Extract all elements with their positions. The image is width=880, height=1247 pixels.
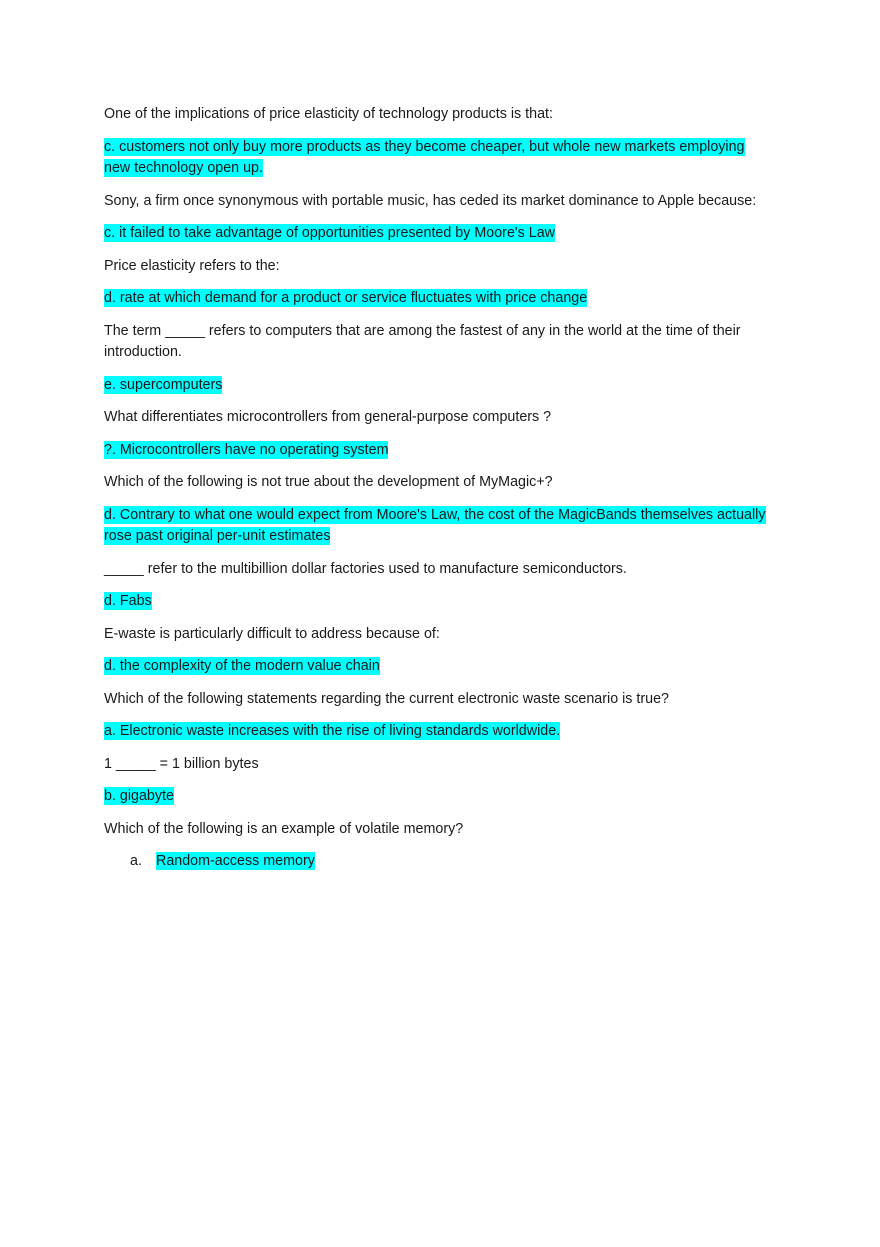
answer-8-highlight: d. the complexity of the modern value chain [104,658,380,674]
answer-4 [104,375,772,397]
answer-1-highlight: c. customers not only buy more products as they become cheaper, but whole new markets employing new technology open up. [104,138,745,176]
question-6: Which of the following is not true about the development of MyMagic+? [104,474,553,490]
answer-9-highlight: a. Electronic waste increases with the rise of living standards worldwide. [104,723,561,739]
question-1: One of the implications of price elasticity of technology products is that: [104,106,553,122]
answer-6 [104,505,772,548]
answer-8 [104,656,772,678]
answer-1 [104,137,772,180]
answer-7 [104,591,772,613]
answer-2-highlight: c. it failed to take advantage of opportunities presented by Moore's Law [104,225,555,241]
answer-9 [104,721,772,743]
answer-10 [104,786,772,808]
answer-11-list-marker: a. [130,853,142,869]
question-4: The term _____ refers to computers that are among the fastest of any in the world at the time of their introduction. [104,322,741,360]
question-9: Which of the following statements regarding the current electronic waste scenario is true? [104,690,670,707]
answer-11-highlight: Random-access memory [156,853,315,869]
answer-7-highlight: d. Fabs [104,593,152,609]
question-5: What differentiates microcontrollers from general-purpose computers ? [104,409,552,425]
question-3: Price elasticity refers to the: [104,257,280,274]
answer-6-highlight: d. Contrary to what one would expect from Moore's Law, the cost of the MagicBands themselves actually rose past original per-unit estimates [104,506,766,544]
answer-3-highlight: d. rate at which demand for a product or service fluctuates with price change [104,290,588,306]
answer-5-highlight: ?. Microcontrollers have no operating system [104,441,389,458]
answer-11 [104,851,772,873]
answer-4-highlight: e. supercomputers [104,376,223,393]
question-7: _____ refer to the multibillion dollar factories used to manufacture semiconductors. [104,560,627,577]
answer-5 [104,440,772,462]
document-body [104,104,772,884]
question-11: Which of the following is an example of volatile memory? [104,820,464,837]
question-10: 1 _____ = 1 billion bytes [104,755,259,772]
question-8: E-waste is particularly difficult to address because of: [104,625,440,642]
question-2: Sony, a firm once synonymous with portable music, has ceded its market dominance to Apple because: [104,192,757,209]
answer-3 [104,288,772,310]
answer-2 [104,223,772,245]
answer-10-highlight: b. gigabyte [104,788,174,804]
